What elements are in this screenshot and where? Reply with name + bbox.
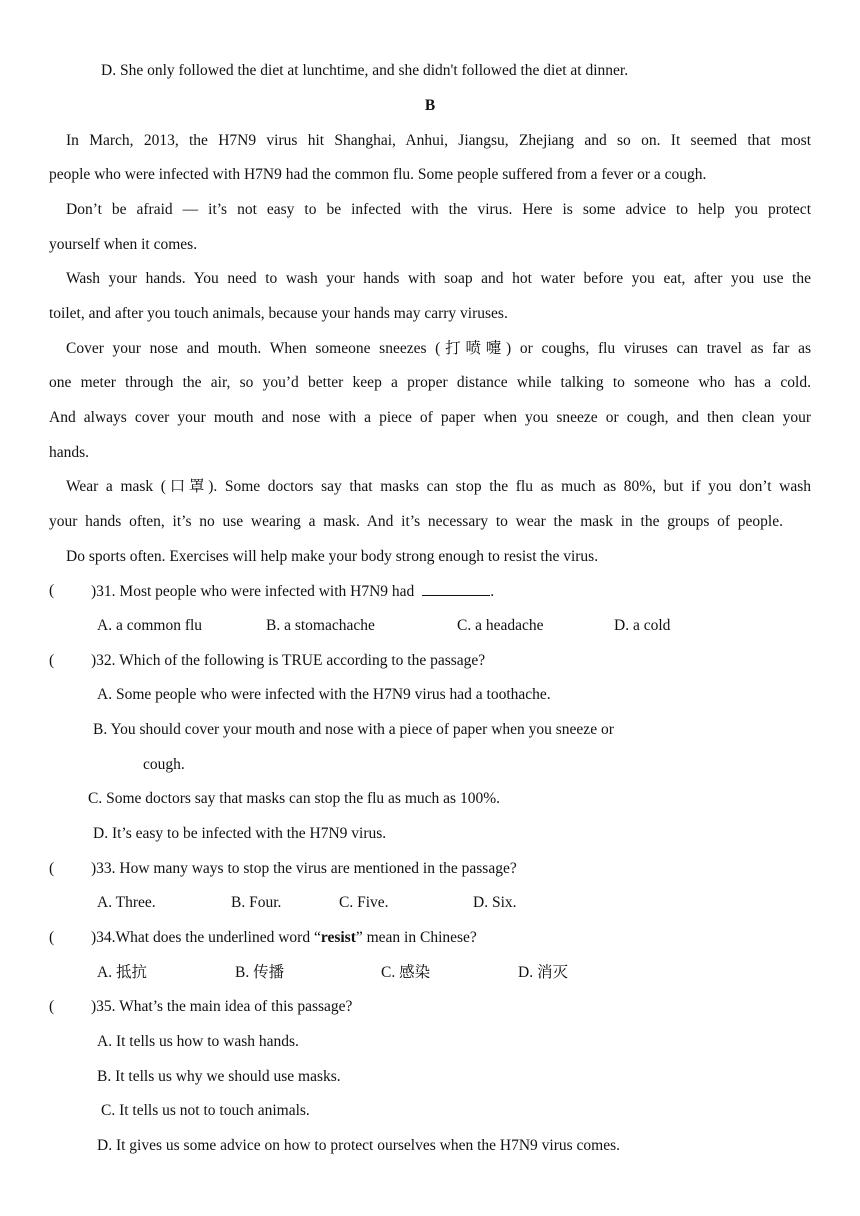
q32-option-a: A. Some people who were infected with the H7N9 virus had a toothache. [97,686,551,703]
q34-option-a: A. 抵抗 [97,964,147,981]
q34-option-d: D. 消灭 [518,964,568,981]
q31-option-d: D. a cold [614,617,671,634]
question-34-text-before: )34.What does the underlined word “ [91,929,321,946]
question-34-text-after: ” mean in Chinese? [355,929,477,946]
q34-option-b: B. 传播 [235,964,285,981]
q33-option-c: C. Five. [339,894,389,911]
section-heading: B [424,97,436,114]
q33-option-d: D. Six. [473,894,517,911]
answer-bracket-31: ( [49,582,55,599]
q31-option-a: A. a common flu [97,617,203,634]
q33-option-b: B. Four. [231,894,282,911]
q35-option-d: D. It gives us some advice on how to protect ourselves when the H7N9 virus comes. [97,1137,621,1154]
passage-p3-line1: Wash your hands. You need to wash your hands with soap and hot water before you eat, after you use the [66,270,811,287]
previous-question-option-d: D. She only followed the diet at lunchtime, and she didn't followed the diet at dinner. [101,62,629,79]
passage-p4-line1: Cover your nose and mouth. When someone sneezes (打喷嚏) or coughs, flu viruses can travel as far as [66,340,811,357]
passage-p4-line3: And always cover your mouth and nose with a piece of paper when you sneeze or cough, and then clean your [49,409,811,426]
q32-option-d: D. It’s easy to be infected with the H7N9 virus. [93,825,387,842]
question-32-text: )32. Which of the following is TRUE according to the passage? [91,652,486,669]
passage-p6-line1: Do sports often. Exercises will help make your body strong enough to resist the virus. [66,548,599,565]
passage-p1-line1: In March, 2013, the H7N9 virus hit Shanghai, Anhui, Jiangsu, Zhejiang and so on. It seemed that most [66,132,811,149]
q35-option-a: A. It tells us how to wash hands. [97,1033,299,1050]
question-34-keyword: resist [320,929,356,946]
passage-p2-line2: yourself when it comes. [49,236,198,253]
q34-option-c: C. 感染 [381,964,431,981]
answer-blank-31[interactable] [422,581,490,596]
answer-bracket-34: ( [49,929,55,946]
q31-option-c: C. a headache [457,617,544,634]
q35-option-b: B. It tells us why we should use masks. [97,1068,341,1085]
passage-p5-line2: your hands often, it’s no use wearing a mask. And it’s necessary to wear the mask in the groups of people. [49,513,783,530]
answer-bracket-33: ( [49,860,55,877]
answer-bracket-35: ( [49,998,55,1015]
q32-option-c: C. Some doctors say that masks can stop the flu as much as 100%. [88,790,500,807]
passage-p4-line4: hands. [49,444,90,461]
question-31-text: )31. Most people who were infected with H7N9 had [91,583,415,600]
q31-option-b: B. a stomachache [266,617,375,634]
q35-option-c: C. It tells us not to touch animals. [101,1102,310,1119]
question-34 [91,928,477,948]
question-31-end: . [490,583,495,600]
passage-p2-line1: Don’t be afraid — it’s not easy to be infected with the virus. Here is some advice to help you protect [66,201,811,218]
passage-p3-line2: toilet, and after you touch animals, because your hands may carry viruses. [49,305,508,322]
question-33-text: )33. How many ways to stop the virus are mentioned in the passage? [91,860,517,877]
q32-option-b: B. You should cover your mouth and nose with a piece of paper when you sneeze or [93,721,614,738]
q32-option-b-cont: cough. [143,756,185,773]
question-31 [91,581,494,602]
question-35-text: )35. What’s the main idea of this passage? [91,998,353,1015]
passage-p1-line2: people who were infected with H7N9 had the common flu. Some people suffered from a fever or a cough. [49,166,707,183]
passage-p4-line2: one meter through the air, so you’d better keep a proper distance while talking to someone who has a cold. [49,374,811,391]
answer-bracket-32: ( [49,652,55,669]
passage-p5-line1: Wear a mask (口罩). Some doctors say that masks can stop the flu as much as 80%, but if you don’t wash [66,478,811,495]
q33-option-a: A. Three. [97,894,156,911]
